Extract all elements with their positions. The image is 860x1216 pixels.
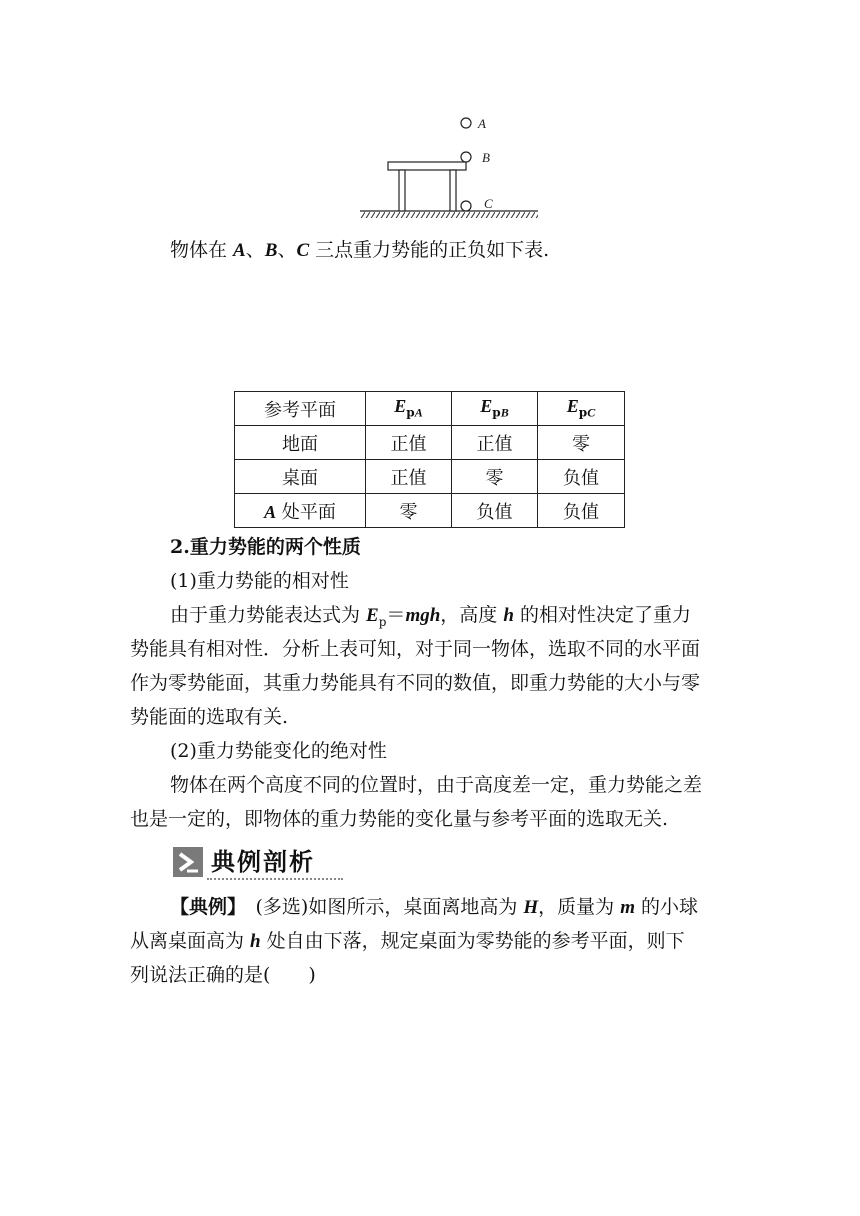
ball-a	[461, 118, 471, 128]
label-c: C	[484, 196, 493, 211]
header-epb: $E_{pB}$	[452, 392, 538, 426]
table-figure	[355, 108, 545, 223]
arrow-icon	[173, 847, 203, 877]
cell-c: 零	[538, 426, 625, 460]
ground-hatch	[360, 212, 538, 218]
ball-c	[461, 201, 471, 211]
cell-b: 负值	[452, 494, 538, 528]
table-top	[388, 162, 466, 170]
paragraph-line: 作为零势能面，其重力势能具有不同的数值，即重力势能的大小与零	[130, 672, 701, 694]
table-diagram	[355, 108, 545, 223]
table-leg-right	[450, 170, 456, 211]
example-header	[173, 845, 341, 879]
example-line: 【典例】 (多选)如图所示，桌面离地高为 H，质量为 m 的小球	[170, 896, 699, 918]
table-row	[235, 426, 625, 460]
table-row	[235, 460, 625, 494]
paragraph-line: 势能具有相对性．分析上表可知，对于同一物体，选取不同的水平面	[130, 638, 701, 660]
example-header-title: 典例剖析	[211, 848, 315, 876]
cell-a: 正值	[366, 460, 452, 494]
table-row	[235, 494, 625, 528]
cell-c: 负值	[538, 494, 625, 528]
cell-c: 负值	[538, 460, 625, 494]
cell-b: 正值	[452, 426, 538, 460]
subsection-title: (2)重力势能变化的绝对性	[170, 740, 387, 762]
example-line: 从离桌面高为 h 处自由下落，规定桌面为零势能的参考平面，则下	[130, 930, 685, 952]
cell-b: 零	[452, 460, 538, 494]
table-header-row	[235, 392, 625, 426]
cell-a: 正值	[366, 426, 452, 460]
potential-energy-table	[234, 391, 625, 528]
cell-ref: 地面	[235, 426, 366, 460]
table-leg-left	[399, 170, 405, 211]
ball-b	[461, 152, 471, 162]
paragraph-line: 也是一定的，即物体的重力势能的变化量与参考平面的选取无关.	[130, 808, 669, 830]
subsection-title: (1)重力势能的相对性	[170, 570, 349, 592]
cell-ref: A 处平面	[235, 494, 366, 528]
paragraph-line: 物体在两个高度不同的位置时，由于高度差一定，重力势能之差	[170, 774, 703, 796]
header-epa: $E_{pA}$	[366, 392, 452, 426]
example-line: 列说法正确的是( )	[130, 964, 316, 986]
label-b: B	[482, 150, 490, 165]
header-reference-plane: 参考平面	[235, 392, 366, 426]
label-a: A	[478, 116, 486, 131]
paragraph-line: 由于重力势能表达式为 $E_p=mgh$，高度 h 的相对性决定了重力	[170, 604, 691, 629]
header-underline	[207, 878, 343, 880]
section-title: 2.重力势能的两个性质	[170, 536, 361, 558]
cell-a: 零	[366, 494, 452, 528]
intro-line: 物体在 A、B、C 三点重力势能的正负如下表.	[170, 239, 550, 261]
paragraph-line: 势能面的选取有关.	[130, 706, 289, 728]
header-epc: $E_{pC}$	[538, 392, 625, 426]
cell-ref: 桌面	[235, 460, 366, 494]
